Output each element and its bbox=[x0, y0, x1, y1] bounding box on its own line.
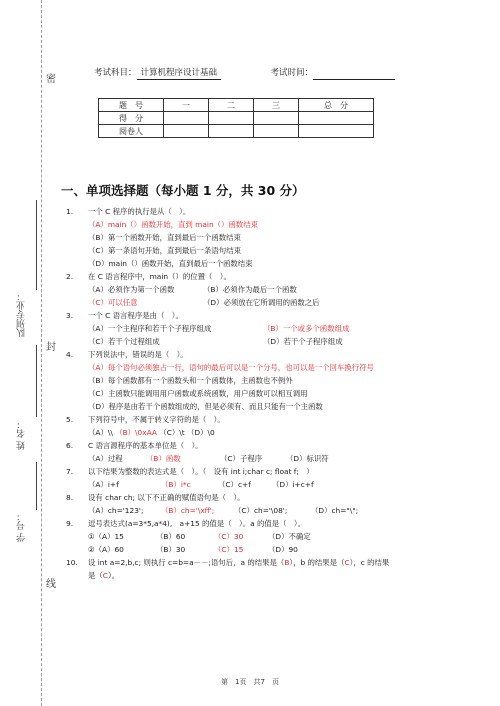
question-number: 6. bbox=[66, 441, 74, 450]
page-footer: 第 1页 共7 页 bbox=[221, 678, 279, 686]
option: （D）不确定 bbox=[268, 532, 311, 541]
option: （C）主函数只能调用用户函数或系统函数，用户函数可以相互调用 bbox=[88, 389, 308, 398]
question-number: 2. bbox=[66, 272, 74, 281]
option: （D）若干个子程序组成 bbox=[263, 337, 343, 346]
exam-header bbox=[94, 66, 395, 80]
option: （D）main（）函数开始，直到最后一个函数结束 bbox=[88, 259, 253, 268]
option: （B）i*c bbox=[161, 480, 191, 489]
seal-word-feng: 封 bbox=[46, 342, 56, 353]
label-student-id: 学 号： bbox=[17, 512, 27, 542]
option: （C）若干个过程组成 bbox=[88, 337, 160, 346]
grader-cell[interactable] bbox=[299, 125, 374, 138]
option: （C）可以任意 bbox=[88, 298, 138, 307]
option: （C）c+f bbox=[218, 480, 251, 489]
question-5-options bbox=[88, 428, 215, 438]
option: （A）每个语句必须独占一行，语句的最后可以是一个分号，也可以是一个回车换行符号 bbox=[88, 363, 374, 372]
score-cell[interactable] bbox=[209, 112, 254, 125]
question-4 bbox=[66, 350, 188, 360]
question-number: 7. bbox=[66, 467, 74, 476]
name-blank bbox=[36, 345, 37, 417]
table-row-label: 阅卷人 bbox=[99, 125, 164, 138]
option: （A）必须作为第一个函数 bbox=[88, 285, 175, 294]
option: （A）i+f bbox=[88, 480, 119, 489]
table-header-cell: 题 号 bbox=[99, 99, 164, 112]
binding-dashed-line bbox=[41, 0, 42, 706]
table-header-cell: 二 bbox=[209, 99, 254, 112]
section-title: 一、单项选择题（每小题 1 分，共 30 分） bbox=[61, 183, 305, 198]
option: （B）一个或多个函数组成 bbox=[263, 324, 350, 333]
answer-mark: C bbox=[344, 558, 350, 567]
question-number: 3. bbox=[66, 311, 74, 320]
question-5 bbox=[66, 415, 225, 425]
question-stem: 在 C 语言程序中，main（）的位置（ ）。 bbox=[88, 272, 231, 281]
option: （B）30 bbox=[156, 545, 186, 554]
question-10 bbox=[66, 558, 389, 568]
table-header-cell: 总 分 bbox=[299, 99, 374, 112]
option: （D）90 bbox=[268, 545, 298, 554]
option: （C）第一条语句开始，直到最后一条语句结束 bbox=[88, 246, 241, 255]
option: （A）ch='123'; bbox=[88, 506, 144, 515]
table-header-cell: 三 bbox=[254, 99, 299, 112]
question-stem-part: ）。 bbox=[107, 571, 120, 580]
label-name: 姓 名： bbox=[17, 420, 27, 450]
subject-label: 考试科目： bbox=[94, 68, 137, 78]
student-id-blank bbox=[36, 462, 37, 510]
question-stem: C 语言源程序的基本单位是（ ）。 bbox=[88, 441, 203, 450]
option: （D）程序是由若干个函数组成的，但是必须有、而且只能有一个主函数 bbox=[88, 402, 323, 411]
option: （B）函数 bbox=[146, 454, 181, 463]
question-2 bbox=[66, 272, 231, 282]
time-label: 考试时间： bbox=[270, 68, 313, 78]
question-7 bbox=[66, 467, 314, 477]
option: （D）\0 bbox=[187, 428, 215, 437]
question-number: 4. bbox=[66, 350, 74, 359]
option: （A）过程 bbox=[88, 454, 123, 463]
option: （C）15 bbox=[214, 545, 244, 554]
question-stem-part: ），c 的结果 bbox=[349, 558, 390, 567]
answer-mark: C bbox=[102, 571, 108, 580]
option: （C）ch='\08'; bbox=[234, 506, 288, 515]
option: （B）必须作为最后一个函数 bbox=[203, 285, 297, 294]
question-number: 5. bbox=[66, 415, 74, 424]
grader-cell[interactable] bbox=[164, 125, 209, 138]
score-cell[interactable] bbox=[254, 112, 299, 125]
grader-cell[interactable] bbox=[254, 125, 299, 138]
time-blank bbox=[313, 70, 395, 80]
question-stem-part: ），b 的结果是（ bbox=[289, 558, 345, 567]
question-1 bbox=[66, 207, 190, 217]
question-stem: 下列说法中，错误的是（ ）。 bbox=[88, 350, 188, 359]
option: （B）ch='\xff'; bbox=[161, 506, 215, 515]
question-stem: 一个 C 语言程序是由（ ）。 bbox=[88, 311, 183, 320]
score-cell[interactable] bbox=[164, 112, 209, 125]
grader-cell[interactable] bbox=[209, 125, 254, 138]
score-table bbox=[98, 98, 374, 138]
question-stem-part: 设 int a=2,b,c; 则执行 c=b=a－－;语句后，a 的结果是（ bbox=[88, 558, 285, 567]
question-number: 8. bbox=[66, 493, 74, 502]
option: ②（A）60 bbox=[88, 545, 124, 554]
option: （D）标识符 bbox=[286, 454, 329, 463]
team-major-blank bbox=[36, 200, 37, 290]
option: （A）\\ bbox=[88, 428, 113, 437]
subject-value: 计算机程序设计基础 bbox=[137, 66, 222, 80]
option: （B）每个函数都有一个函数头和一个函数体，主函数也不例外 bbox=[88, 376, 293, 385]
question-number: 9. bbox=[66, 519, 74, 528]
option: （C）子程序 bbox=[220, 454, 263, 463]
question-number: 1. bbox=[66, 207, 74, 216]
question-stem: 逗号表达式(a=3*5,a*4), a+15 的值是（ ）。a 的值是（ ）。 bbox=[88, 519, 305, 528]
option: （A）main（）函数开始，直到 main（）函数结束 bbox=[88, 220, 258, 229]
option: （D）i+c+f bbox=[272, 480, 314, 489]
option: （B）第一个函数开始，直到最后一个函数结束 bbox=[88, 233, 241, 242]
seal-word-xian: 线 bbox=[46, 579, 56, 590]
question-number: 10. bbox=[66, 558, 78, 567]
option: （B）60 bbox=[156, 532, 186, 541]
option: （B）\0xAA bbox=[115, 428, 157, 437]
question-10-continued bbox=[88, 571, 119, 581]
option: （C）\t bbox=[159, 428, 185, 437]
question-8 bbox=[66, 493, 245, 503]
question-9 bbox=[66, 519, 305, 529]
score-cell[interactable] bbox=[299, 112, 374, 125]
question-3 bbox=[66, 311, 183, 321]
option: （A）一个主程序和若干个子程序组成 bbox=[88, 324, 212, 333]
table-header-cell: 一 bbox=[164, 99, 209, 112]
seal-word-mi: 密 bbox=[46, 74, 56, 85]
question-stem: 设有 char ch; 以下不正确的赋值语句是（ ）。 bbox=[88, 493, 245, 502]
question-stem: 下列符号中，不属于转义字符的是（ ）。 bbox=[88, 415, 225, 424]
option: （D）必须放在它所调用的函数之后 bbox=[203, 298, 320, 307]
label-team-major: 队别专业： bbox=[17, 292, 27, 337]
option: （D）ch="\"; bbox=[311, 506, 359, 515]
option: （C）30 bbox=[214, 532, 244, 541]
answer-mark: B bbox=[284, 558, 290, 567]
question-6 bbox=[66, 441, 203, 451]
option: ①（A）15 bbox=[88, 532, 124, 541]
question-stem-part: 是（ bbox=[88, 571, 103, 580]
question-stem: 一个 C 程序的执行是从（ ）。 bbox=[88, 207, 191, 216]
table-row-label: 得 分 bbox=[99, 112, 164, 125]
question-stem: 以下结果为整数的表达式是（ ）。（ 设有 int i;char c; float f; ） bbox=[88, 467, 314, 476]
